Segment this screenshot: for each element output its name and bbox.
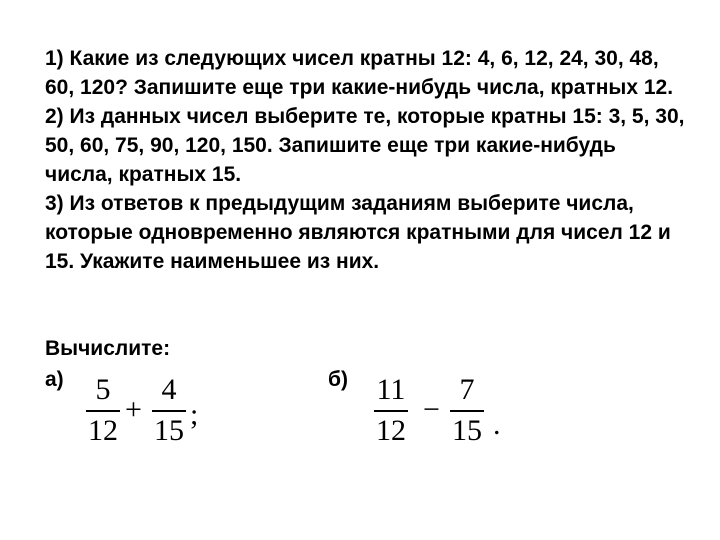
expr-b-operator: − xyxy=(423,393,440,426)
task-1: 1) Какие из следующих чисел кратны 12: 4, 6, 12, 24, 30, 48, 60, 120? Запишите еще три какие-нибудь числа, кратных 12. xyxy=(45,47,674,99)
expr-a-fraction-2 xyxy=(152,373,186,448)
expr-b-label: б) xyxy=(328,368,348,391)
fraction-bar xyxy=(86,410,120,412)
expr-a-f2-numerator: 4 xyxy=(161,373,177,406)
expr-b-f1-denominator: 12 xyxy=(376,413,406,447)
fraction-bar xyxy=(450,410,484,412)
expr-a-fraction-1 xyxy=(86,373,120,448)
task-3: 3) Из ответов к предыдущим заданиям выберите числа, которые одновременно являются кратными для чисел 12 и 15. Укажите наименьшее из них. xyxy=(45,192,671,273)
task-2: 2) Из данных чисел выберите те, которые кратны 15: 3, 5, 30, 50, 60, 75, 90, 120, 150. Запишите еще три какие-нибудь числа, кратных 15. xyxy=(45,105,685,186)
fraction-bar xyxy=(152,410,186,412)
expr-b-f2-numerator: 7 xyxy=(459,373,475,406)
expr-a-f2-denominator: 15 xyxy=(154,413,184,447)
expr-b-terminator: . xyxy=(493,408,501,441)
expr-b-fraction-2 xyxy=(450,373,484,448)
expr-a-label: а) xyxy=(45,368,64,391)
task-list xyxy=(45,44,685,276)
compute-heading: Вычислите: xyxy=(45,337,171,360)
expr-b-f2-denominator: 15 xyxy=(452,413,482,447)
expr-b-fraction-1 xyxy=(374,373,408,448)
expr-a-f1-denominator: 12 xyxy=(88,413,118,447)
expr-b-f1-numerator: 11 xyxy=(376,373,406,406)
expr-a-operator: + xyxy=(125,393,142,426)
expr-a-f1-numerator: 5 xyxy=(95,373,111,406)
fraction-bar xyxy=(374,410,408,412)
expr-a-terminator: ; xyxy=(190,398,199,431)
